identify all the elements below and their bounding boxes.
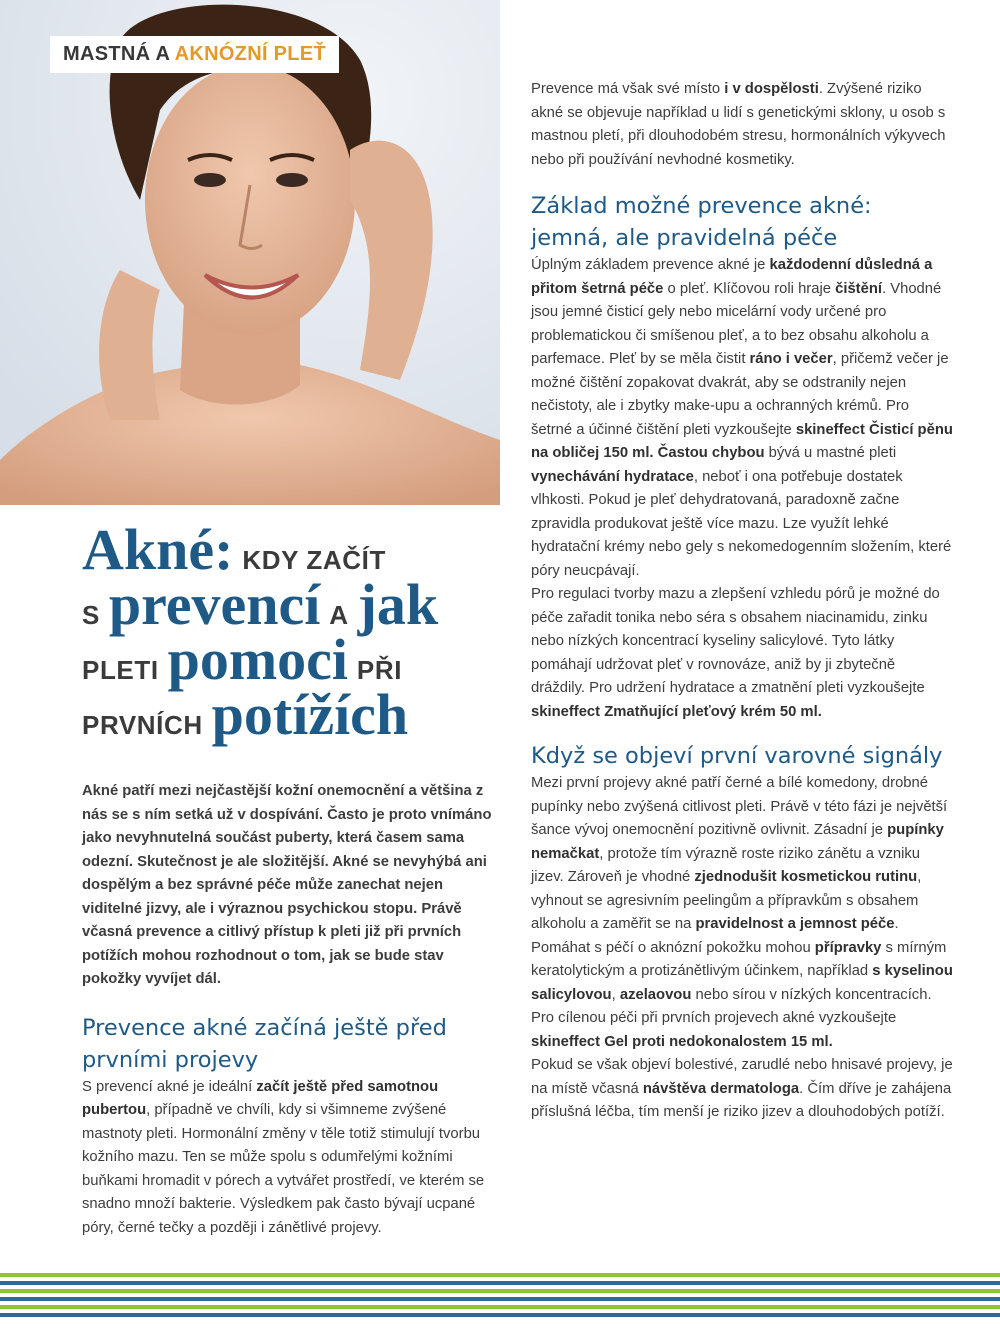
bold-run: čištění [835, 280, 882, 297]
stripe-blue [0, 1313, 1000, 1317]
title-word: prevencí [108, 572, 321, 637]
stripe-blue [0, 1281, 1000, 1285]
text-run: , protože tím výrazně roste riziko zánětu a vzniku jizev. Zároveň je vhodné [531, 845, 921, 885]
bold-run: skineffect Čisticí pěnu na obličej 150 ml. [531, 421, 953, 461]
text-run: S prevencí akné je ideální [82, 1078, 257, 1095]
bold-run: pravidelnost a jemnost péče [695, 916, 895, 932]
title-word: PŘI [356, 655, 403, 685]
text-run: bývá u mastné pleti [764, 445, 897, 461]
section-paragraph [531, 254, 953, 583]
category-accent: AKNÓZNÍ PLEŤ [174, 43, 326, 65]
text-run: s mírným keratolytickým a protizánětlivým účinkem, například [531, 939, 947, 979]
section-paragraph [531, 937, 953, 1055]
text-run: . [894, 916, 899, 932]
category-tag [50, 36, 339, 73]
title-word: KDY ZAČÍT [242, 545, 386, 575]
bold-run: azelaovou [619, 986, 692, 1003]
bold-run: přípravky [814, 939, 882, 956]
bold-run: každodenní důsledná a přitom šetrná péče [531, 257, 933, 297]
bold-run: Častou chybou [657, 445, 765, 461]
title-word: jak [357, 572, 439, 637]
title-word: S [82, 600, 100, 630]
bold-run: vynechávání hydratace [531, 468, 694, 485]
right-column [531, 78, 953, 1125]
text-run: , [611, 986, 620, 1003]
intro-paragraph: Akné patří mezi nejčastější kožní onemocnění a většina z nás se s ním setká už v dospívání. Často je proto vnímáno jako nevyhnutelná součást puberty, která časem sama odezní. Skutečnost je ale složitější. Akné se nevyhýbá ani dospělým a bez správné péče může zanechat nejen viditelné jizvy, ale i výraznou psychickou stopu. Právě včasná prevence a citlivý přístup k pleti již při prvních potížích mohou rozhodnout o tom, jak se bude stav pokožky vyvíjet dál. [82, 783, 492, 987]
bold-run: začít ještě před samotnou pubertou [82, 1078, 439, 1118]
text-run: o pleť. Klíčovou roli hraje [663, 280, 836, 297]
stripe-blue [0, 1297, 1000, 1301]
title-word: PLETI [82, 655, 159, 685]
text-run: , neboť i ona potřebuje dostatek vlhkosti. Pokud je pleť dehydratovaná, paradoxně začne zpravidla produkovat ještě více mazu. Lze využít lehké hydratační krémy nebo gely s nekomedogenním složením, které póry neucpávají. [531, 468, 952, 579]
section-heading: Základ možné prevence akné: jemná, ale pravidelná péče [531, 193, 872, 251]
title-word: PRVNÍCH [82, 710, 203, 740]
hero-photo [0, 0, 500, 505]
text-run: , přičemž večer je možné čištění zopakovat dvakrát, aby se odstranily nejen nečistoty, ale i zbytky make-upu a ochranných krémů. Pro šetrné a účinné čištění pleti vyzkoušejte [531, 351, 949, 438]
text-run: Prevence má však své místo [531, 81, 725, 97]
title-word: Akné: [82, 517, 234, 582]
bold-run: i v dospělosti [724, 81, 819, 97]
stripe-green [0, 1305, 1000, 1309]
text-run: . Vhodné jsou jemné čisticí gely nebo micelární vody určené pro problematickou či smíšenou pleť, a to bez obsahu alkoholu a parfemace. Pleť by se měla čistit [531, 280, 942, 367]
bold-run: skineffect Gel proti nedokonalostem 15 ml. [531, 1033, 833, 1050]
text-run: Pomáhat s péčí o aknózní pokožku mohou [531, 939, 815, 956]
article-title [82, 517, 502, 747]
section-heading: Když se objeví první varovné signály [531, 743, 943, 769]
category-prefix: MASTNÁ A [63, 43, 170, 65]
section-paragraph [531, 772, 953, 937]
section-paragraph [531, 1054, 953, 1125]
left-column [82, 780, 500, 1240]
text-run: Mezi první projevy akné patří černé a bílé komedony, drobné pupínky nebo zvýšená citlivost pleti. Právě v této fázi je největší šance vývoj onemocnění pozitivně ovlivnit. Zásadní je [531, 775, 948, 838]
section-heading: Prevence akné začíná ještě před prvními projevy [82, 1014, 447, 1073]
title-word: potížích [211, 682, 409, 747]
stripe-green [0, 1289, 1000, 1293]
bold-run: pupínky nemačkat [531, 822, 944, 862]
section-paragraph [82, 1076, 500, 1241]
bold-run: skineffect Zmatňující pleťový krém 50 ml. [531, 703, 822, 720]
text-run: , případně ve chvíli, kdy si všimneme zvýšené mastnoty pleti. Hormonální změny v těle totiž stimulují tvorbu kožního mazu. Ten se může spolu s odumřelými kožními buňkami hromadit v pórech a vytvářet prostředí, ve kterém se snadno množí bakterie. Výsledkem pak často bývají ucpané póry, černé tečky a později i zánětlivé projevy. [82, 1102, 485, 1236]
bold-run: návštěva dermatologa [642, 1080, 800, 1097]
woman-portrait-illustration [0, 0, 500, 505]
text-run: . Čím dříve je zahájena příslušná léčba, tím menší je riziko jizev a dlouhodobých potíží. [531, 1080, 952, 1120]
text-run: nebo sírou v nízkých koncentracích. Pro cílenou péči při prvních projevech akné vyzkoušejte [531, 986, 932, 1026]
stripe-green [0, 1273, 1000, 1277]
section-paragraph [531, 583, 953, 724]
title-word: pomoci [167, 627, 348, 692]
bold-run: zjednodušit kosmetickou rutinu [694, 869, 918, 885]
text-run: , vyhnout se agresivním peelingům a přípravkům s obsahem alkoholu a zaměřit se na [531, 869, 922, 932]
text-run: Pokud se však objeví bolestivé, zarudlé nebo hnisavé projevy, je na místě včasná [531, 1057, 953, 1097]
bold-run: ráno i večer [749, 351, 833, 367]
text-run: Úplným základem prevence akné je [531, 257, 770, 273]
footer-stripes [0, 1273, 1000, 1321]
text-run: . Zvýšené riziko akné se objevuje například u lidí s genetickými sklony, u osob s mastnou pletí, při dlouhodobém stresu, hormonálních výkyvech nebo při používání nevhodné kosmetiky. [531, 81, 946, 168]
title-word: A [329, 600, 349, 630]
bold-run: s kyselinou salicylovou [531, 963, 953, 1003]
section-paragraph [531, 78, 953, 172]
text-run: Pro regulaci tvorby mazu a zlepšení vzhledu pórů je možné do péče zařadit tonika nebo séra s obsahem niacinamidu, zinku nebo nízkých koncentrací kyseliny salicylové. Tyto látky pomáhají udržovat pleť v rovnováze, aniž by ji zbytečně dráždily. Pro udržení hydratace a zmatnění pleti vyzkoušejte [531, 586, 940, 696]
